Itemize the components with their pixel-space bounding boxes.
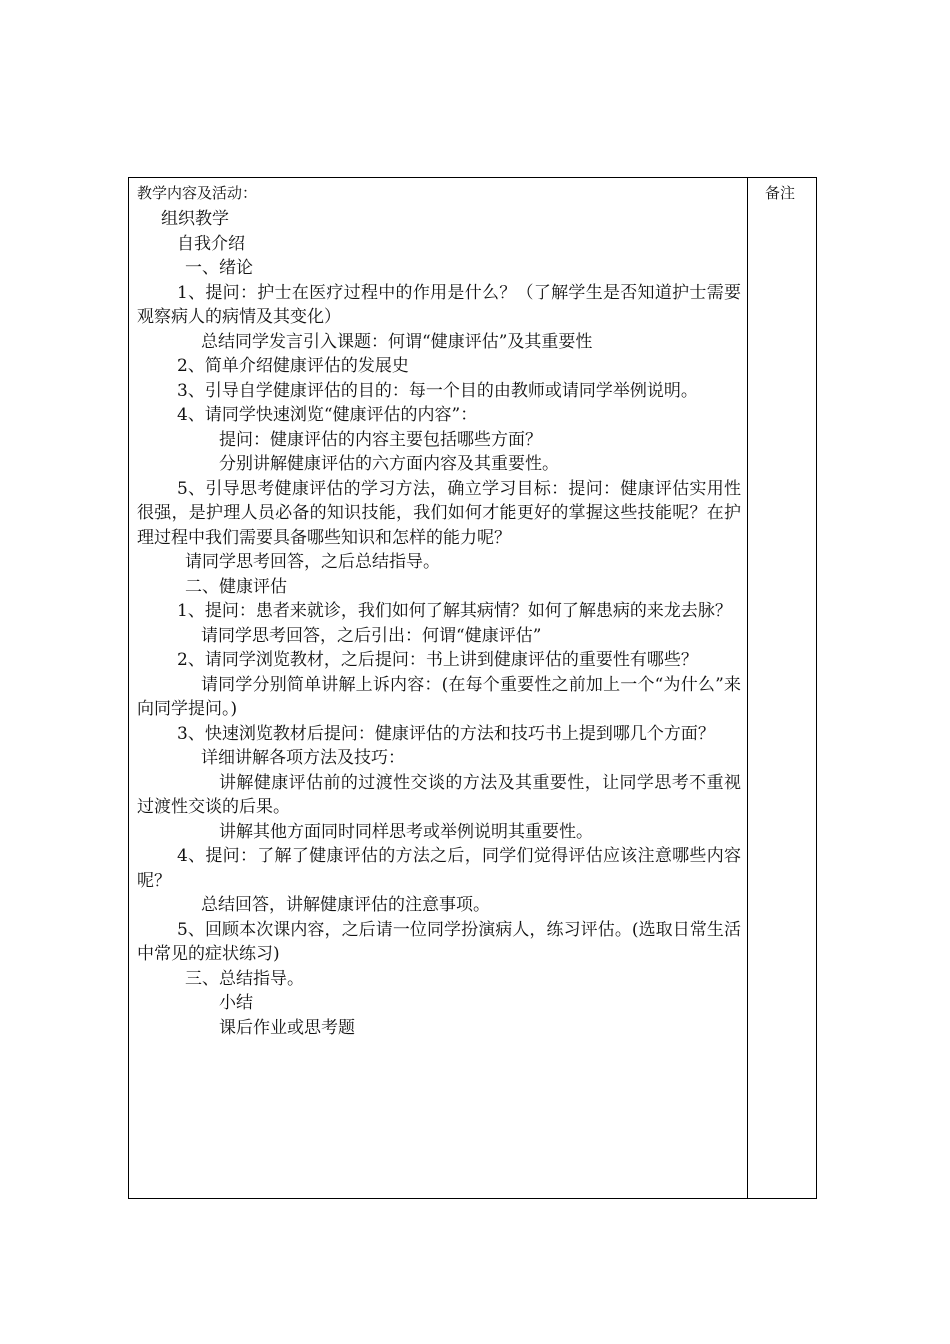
column-divider (747, 178, 748, 1198)
paragraph: 总结回答，讲解健康评估的注意事项。 (201, 895, 490, 915)
paragraph: 小结 (219, 993, 253, 1013)
paragraph: 总结同学发言引入课题：何谓“健康评估”及其重要性 (201, 331, 593, 352)
paragraph: 请同学思考回答，之后总结指导。 (185, 552, 440, 572)
paragraph: 组织教学 (161, 209, 229, 229)
paragraph: 讲解其他方面同时同样思考或举例说明其重要性。 (219, 821, 593, 842)
paragraph: 分别讲解健康评估的六方面内容及其重要性。 (219, 454, 559, 474)
paragraph: 提问：健康评估的内容主要包括哪些方面？ (219, 429, 542, 450)
paragraph: 请同学分别简单讲解上诉内容：(在每个重要性之前加上一个“为什么”来向同学提问。) (137, 674, 741, 719)
teaching-content-cell (137, 181, 741, 1040)
paragraph: 详细讲解各项方法及技巧： (201, 748, 405, 768)
paragraph: 课后作业或思考题 (219, 1017, 355, 1038)
paragraph: 4、请同学快速浏览“健康评估的内容”： (177, 405, 478, 425)
paragraph: 4、提问：了解了健康评估的方法之后，同学们觉得评估应该注意哪些内容呢？ (137, 846, 741, 891)
paragraph: 1、提问：护士在医疗过程中的作用是什么？（了解学生是否知道护士需要观察病人的病情及其变化） (137, 282, 741, 327)
paragraph: 5、回顾本次课内容，之后请一位同学扮演病人，练习评估。(选取日常生活中常见的症状练习) (137, 919, 741, 964)
paragraph: 自我介绍 (177, 233, 245, 254)
paragraph: 5、引导思考健康评估的学习方法，确立学习目标：提问：健康评估实用性很强，是护理人员必备的知识技能，我们如何才能更好的掌握这些技能呢？在护理过程中我们需要具备哪些知识和怎样的能力呢？ (137, 478, 741, 548)
paragraph: 三、总结指导。 (185, 968, 304, 989)
paragraph: 二、健康评估 (185, 576, 287, 597)
paragraph: 2、简单介绍健康评估的发展史 (177, 356, 409, 376)
paragraph: 一、绪论 (185, 258, 253, 278)
paragraph: 讲解健康评估前的过渡性交谈的方法及其重要性，让同学思考不重视过渡性交谈的后果。 (137, 772, 741, 817)
content-header: 教学内容及活动： (137, 184, 258, 202)
paragraph: 1、提问：患者来就诊，我们如何了解其病情？如何了解患病的来龙去脉？ (177, 601, 732, 621)
paragraph-list (137, 207, 741, 1040)
paragraph: 请同学思考回答，之后引出：何谓“健康评估” (201, 625, 542, 646)
remarks-label: 备注 (765, 184, 796, 202)
paragraph: 3、快速浏览教材后提问：健康评估的方法和技巧书上提到哪几个方面？ (177, 723, 715, 744)
lesson-plan-table (128, 177, 817, 1199)
paragraph: 3、引导自学健康评估的目的：每一个目的由教师或请同学举例说明。 (177, 380, 698, 401)
paragraph: 2、请同学浏览教材，之后提问：书上讲到健康评估的重要性有哪些？ (177, 650, 698, 670)
